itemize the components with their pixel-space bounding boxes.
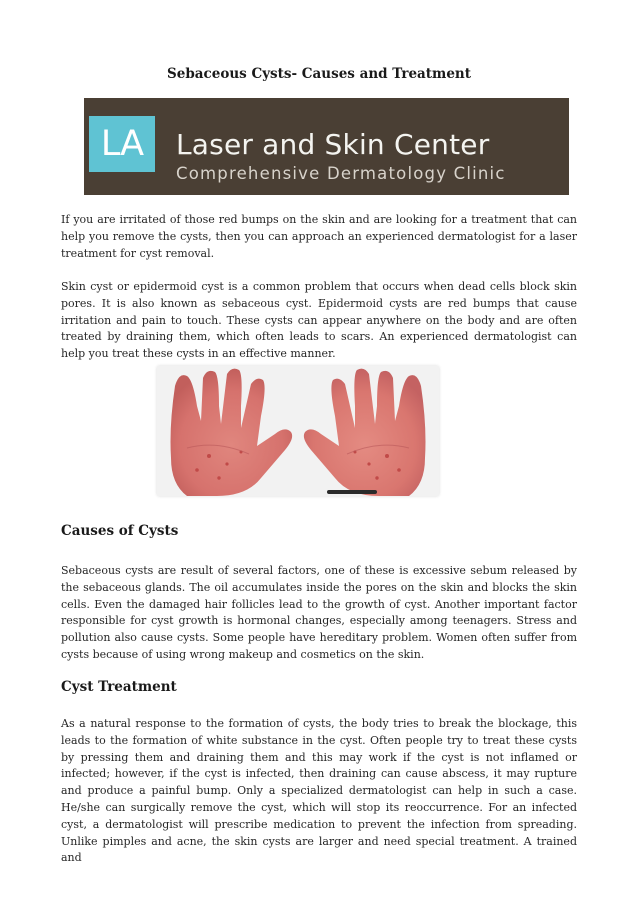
- treatment-paragraph: As a natural response to the formation of cysts, the body tries to break the blockage, this leads to the formation of white substance in the cyst. Often people try to treat these cysts by pressing them and draining them and this may work if the cyst is not inflamed or infected; however, if the cyst is infected, then draining can cause abscess, it may rupture and produce a painful bump. Only a specialized dermatologist can help in such a case. He/she can surgically remove the cyst, which will stop its reoccurrence. For an infected cyst, a dermatologist will prescribe medication to prevent the infection from spreading. Unlike pimples and acne, the skin cysts are larger and need special treatment. A trained and: [61, 717, 577, 865]
- causes-paragraph: Sebaceous cysts are result of several factors, one of these is excessive sebum released by the sebaceous glands. The oil accumulates inside the pores on the skin and blocks the skin cells. Even the damaged hair follicles lead to the growth of cyst. Another important factor responsible for cyst growth is hormonal changes, especially among teenagers. Stress and pollution also cause cysts. Some people have hereditary problem. Women often suffer from cysts because of using wrong makeup and cosmetics on the skin.: [61, 564, 577, 661]
- epidermoid-paragraph: Skin cyst or epidermoid cyst is a common problem that occurs when dead cells block skin pores. It is also known as sebaceous cyst. Epidermoid cysts are red bumps that cause irritation and pain to touch. These cysts can appear anywhere on the body and are often treated by draining them, which often leads to scars. An experienced dermatologist can help you treat these cysts in an effective manner.: [61, 280, 577, 361]
- causes-heading: Causes of Cysts: [61, 523, 179, 539]
- clinic-logo-banner: [84, 98, 569, 195]
- intro-paragraph: If you are irritated of those red bumps on the skin and are looking for a treatment that can help you remove the cysts, then you can approach an experienced dermatologist for a laser treatment for cyst removal.: [61, 213, 577, 260]
- palms-photo: [157, 366, 439, 496]
- logo-tagline: Comprehensive Dermatology Clinic: [176, 164, 506, 183]
- logo-mark: LA: [89, 116, 155, 172]
- logo-clinic-name: Laser and Skin Center: [176, 128, 490, 161]
- treatment-heading: Cyst Treatment: [61, 679, 177, 695]
- document-title: Sebaceous Cysts- Causes and Treatment: [167, 66, 471, 82]
